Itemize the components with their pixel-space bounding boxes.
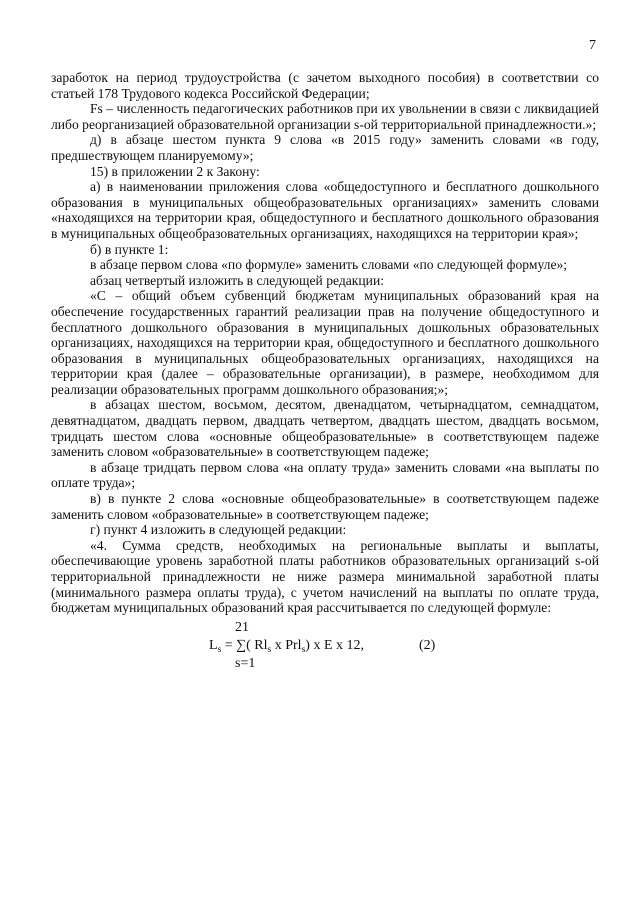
paragraph: «С – общий объем субвенций бюджетам муниципальных образований края на обеспечение государственных гарантий реализации прав на получение общедоступного и бесплатного дошкольного образования в муниципальных дошкольных образовательных организациях, находящихся на территории края, общедоступного и бесплатного дошкольного образования в муниципальных общеобразовательных организациях, находящихся на территории края (далее – образовательные организации), в размере, необходимом для реализации образовательных программ дошкольного образования;»;	[51, 288, 599, 397]
paragraph: в абзаце первом слова «по формуле» заменить словами «по следующей формуле»;	[90, 257, 568, 273]
formula-lhs-subscript: s	[217, 644, 222, 655]
paragraph: Fs – численность педагогических работников при их увольнении в связи с ликвидацией либо реорганизацией образовательной организации s-ой территориальной принадлежности.»;	[51, 101, 599, 132]
page-number: 7	[589, 38, 596, 53]
paragraph: д) в абзаце шестом пункта 9 слова «в 2015 году» заменить словами «в году, предшествующем планируемому»;	[51, 132, 599, 163]
formula-number: (2)	[419, 637, 436, 653]
paragraph: а) в наименовании приложения слова «общедоступного и бесплатного дошкольного образования в муниципальных общеобразовательных организациях» заменить словами «находящихся на территории края, общедоступного и бесплатного дошкольного образования в муниципальных общеобразовательных организациях, находящихся на территории края»;	[51, 179, 599, 241]
formula-expression	[209, 638, 364, 659]
sum-upper-limit: 21	[235, 619, 249, 635]
formula-tail-part: ) x E x 12,	[305, 637, 364, 653]
paragraph: в абзацах шестом, восьмом, десятом, двенадцатом, четырнадцатом, семнадцатом, девятнадцатом, двадцать первом, двадцать четвертом, двадцать шестом, двадцать восьмом, тридцать шестом слова «основные общеобразовательные» в соответствующем падеже заменить словом «образовательные» в соответствующем падеже;	[51, 397, 599, 460]
paragraph: г) пункт 4 изложить в следующей редакции:	[90, 522, 347, 538]
formula-mid-part: x Prl	[271, 637, 302, 653]
formula-lhs: L	[209, 637, 218, 653]
formula-prl-subscript: s	[301, 644, 306, 655]
paragraph: б) в пункте 1:	[90, 241, 169, 257]
formula-rl-subscript: s	[267, 644, 272, 655]
paragraph: «4. Сумма средств, необходимых на региональные выплаты и выплаты, обеспечивающие уровень заработной платы работников образовательных организаций s-ой территориальной принадлежности не ниже размера минимальной заработной платы (минимального размера оплаты труда), с учетом начислений на выплаты по оплате труда, бюджетам муниципальных образований края рассчитывается по следующей формуле:	[51, 537, 599, 616]
document-body	[51, 70, 599, 696]
sum-lower-limit: s=1	[235, 655, 256, 671]
paragraph: заработок на период трудоустройства (с зачетом выходного пособия) в соответствии со статьей 178 Трудового кодекса Российской Федерации;	[51, 70, 599, 101]
paragraph: в) в пункте 2 слова «основные общеобразовательные» в соответствующем падеже заменить словом «образовательные» в соответствующем падеже;	[51, 491, 599, 522]
paragraph: в абзаце тридцать первом слова «на оплату труда» заменить словами «на выплаты по оплате труда»;	[51, 459, 599, 491]
formula	[51, 616, 599, 696]
paragraph: 15) в приложении 2 к Закону:	[90, 163, 260, 179]
paragraph: абзац четвертый изложить в следующей редакции:	[90, 272, 385, 288]
formula-sum-part: = ∑( Rl	[221, 637, 268, 653]
